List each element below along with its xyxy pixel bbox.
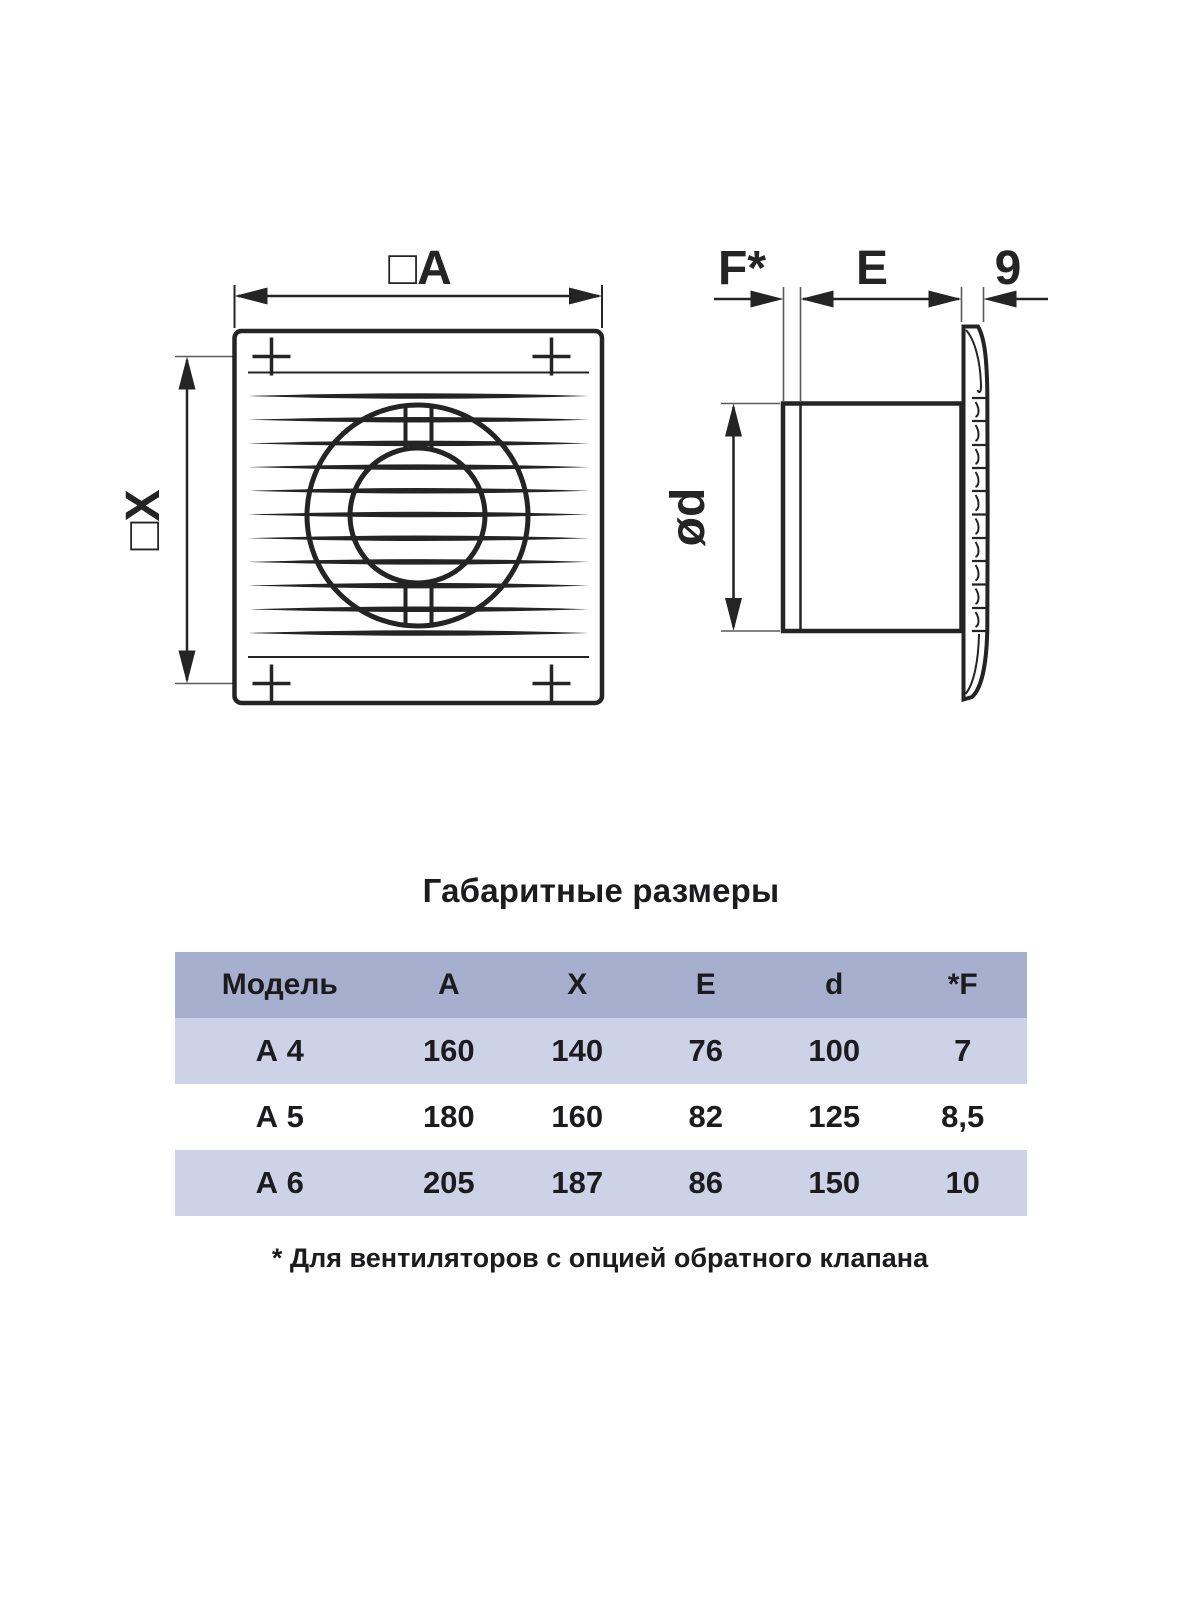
cell-f: 8,5 (941, 1099, 985, 1134)
arrowhead-left (235, 288, 268, 305)
cell-d: 125 (808, 1099, 861, 1134)
cell-x: 140 (551, 1033, 604, 1068)
footnote: * Для вентиляторов с опцией обратного клапана (271, 1243, 929, 1273)
cell-model: А 6 (255, 1165, 304, 1200)
column-header-a: A (437, 968, 460, 1001)
panel-outline (964, 327, 988, 700)
dimension-label-a: □A (388, 242, 452, 295)
front-view-drawing (117, 242, 602, 703)
cell-e: 86 (688, 1165, 723, 1200)
dimensions-table (175, 952, 1027, 1216)
column-header-model: Модель (221, 968, 338, 1001)
table-row (175, 1150, 1027, 1216)
dimension-label-x: □X (117, 489, 170, 551)
dimension-e (801, 242, 962, 308)
dimension-label-f: F* (718, 242, 766, 295)
arrowhead-down (179, 651, 196, 684)
arrowhead-right (569, 288, 602, 305)
duct-body-outline (783, 404, 962, 632)
cell-e: 82 (688, 1099, 723, 1134)
cell-model: А 4 (255, 1033, 304, 1068)
side-view-drawing (662, 242, 1048, 700)
cell-e: 76 (688, 1033, 723, 1068)
arrowhead-up (179, 357, 196, 390)
arrowhead-left (801, 291, 834, 308)
dimension-d (662, 404, 780, 632)
cell-a: 180 (422, 1099, 475, 1134)
column-header-e: E (695, 968, 716, 1001)
cell-d: 100 (808, 1033, 861, 1068)
cell-x: 187 (551, 1165, 604, 1200)
table-row (175, 1084, 1027, 1150)
technical-drawing (0, 0, 1200, 760)
cell-d: 150 (808, 1165, 861, 1200)
column-header-d: d (825, 968, 844, 1001)
column-header-x: X (567, 968, 588, 1001)
cell-a: 160 (422, 1033, 475, 1068)
dimension-label-d: ød (662, 487, 715, 547)
dimension-label-9: 9 (994, 242, 1022, 295)
cell-a: 205 (422, 1165, 475, 1200)
table-title: Габаритные размеры (422, 872, 780, 909)
cell-x: 160 (551, 1099, 604, 1134)
dimension-a (235, 242, 603, 328)
table-header-row (175, 952, 1027, 1018)
front-panel-profile (964, 327, 989, 700)
cell-f: 10 (945, 1165, 980, 1200)
arrowhead-right (929, 291, 962, 308)
arrowhead-up (725, 404, 742, 437)
cell-f: 7 (954, 1033, 972, 1068)
column-header-f: *F (947, 968, 978, 1001)
dimension-label-e: E (855, 242, 889, 295)
cell-model: А 5 (255, 1099, 304, 1134)
table-row (175, 1018, 1027, 1084)
dimension-f (714, 242, 801, 401)
dimension-9 (962, 242, 1049, 322)
arrowhead-down (725, 598, 742, 631)
